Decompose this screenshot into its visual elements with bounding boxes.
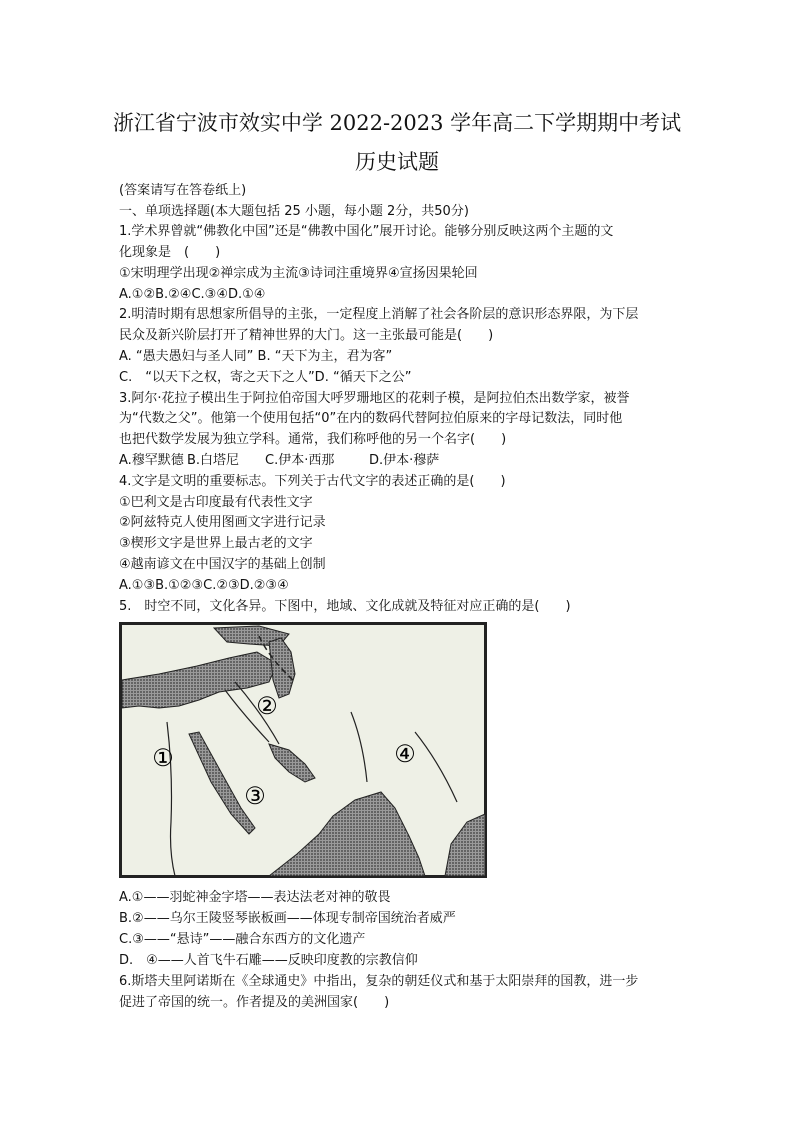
q6-stem-line2: 促进了帝国的统一。作者提及的美洲国家( ) bbox=[119, 995, 390, 1010]
q2-options-cd: C. “以天下之权，寄之天下之人”D. “循天下之公” bbox=[119, 370, 412, 385]
q4-options: A.①③B.①②③C.②③D.②③④ bbox=[119, 578, 289, 593]
q5-map bbox=[119, 622, 487, 878]
exam-title: 浙江省宁波市效实中学 2022-2023 学年高二下学期期中考试 bbox=[112, 111, 682, 135]
q3-option-a: A.穆罕默德 bbox=[119, 453, 184, 468]
exam-subtitle: 历史试题 bbox=[355, 150, 439, 174]
q1-stem-line2: 化现象是 ( ) bbox=[119, 245, 221, 260]
q6-stem-line1: 6.斯塔夫里阿诺斯在《全球通史》中指出，复杂的朝廷仪式和基于太阳崇拜的国教，进一步 bbox=[119, 974, 639, 989]
q2-options-ab: A. “愚夫愚妇与圣人同” B. “天下为主，君为客” bbox=[119, 349, 393, 364]
answer-note: (答案请写在答卷纸上) bbox=[119, 183, 247, 198]
q3-option-c: C.伊本·西那 bbox=[265, 453, 335, 468]
section-heading: 一、单项选择题(本大题包括 25 小题，每小题 2分，共50分) bbox=[119, 204, 469, 219]
q1-stem-line1: 1.学术界曾就“佛教化中国”还是“佛教中国化”展开讨论。能够分别反映这两个主题的文 bbox=[119, 224, 614, 239]
q1-items: ①宋明理学出现②禅宗成为主流③诗词注重境界④宣扬因果轮回 bbox=[119, 266, 478, 281]
q5-stem: 5. 时空不同，文化各异。下图中，地域、文化成就及特征对应正确的是( ) bbox=[119, 599, 571, 614]
q3-option-d: D.伊本·穆萨 bbox=[369, 453, 440, 468]
map-label-3: ③ bbox=[244, 782, 266, 810]
q2-stem-line2: 民众及新兴阶层打开了精神世界的大门。这一主张最可能是( ) bbox=[119, 328, 494, 343]
q4-item-3: ③楔形文字是世界上最古老的文字 bbox=[119, 536, 313, 551]
q5-option-c: C.③——“悬诗”——融合东西方的文化遗产 bbox=[119, 932, 366, 947]
q3-stem-line1: 3.阿尔·花拉子模出生于阿拉伯帝国大呼罗珊地区的花剌子模，是阿拉伯杰出数学家，被誉 bbox=[119, 391, 630, 406]
q4-item-1: ①巴利文是古印度最有代表性文字 bbox=[119, 495, 313, 510]
q3-option-b: B.白塔尼 bbox=[187, 453, 240, 468]
q4-item-4: ④越南谚文在中国汉字的基础上创制 bbox=[119, 557, 326, 572]
q5-option-b: B.②——乌尔王陵竖琴嵌板画——体现专制帝国统治者威严 bbox=[119, 911, 456, 926]
q3-options bbox=[119, 452, 439, 469]
q4-stem: 4.文字是文明的重要标志。下列关于古代文字的表述正确的是( ) bbox=[119, 474, 506, 489]
map-label-4: ④ bbox=[394, 740, 416, 768]
q4-item-2: ②阿兹特克人使用图画文字进行记录 bbox=[119, 515, 326, 530]
q3-stem-line2: 为“代数之父”。他第一个使用包括“0”在内的数码代替阿拉伯原来的字母记数法，同时他 bbox=[119, 411, 623, 426]
map-label-2: ② bbox=[256, 692, 278, 720]
q5-option-d: D. ④——人首飞牛石雕——反映印度教的宗教信仰 bbox=[119, 953, 418, 968]
q5-option-a: A.①——羽蛇神金字塔——表达法老对神的敬畏 bbox=[119, 890, 391, 905]
q2-stem-line1: 2.明清时期有思想家所倡导的主张，一定程度上消解了社会各阶层的意识形态界限，为下层 bbox=[119, 307, 639, 322]
map-label-1: ① bbox=[152, 744, 174, 772]
q3-stem-line3: 也把代数学发展为独立学科。通常，我们称呼他的另一个名字( ) bbox=[119, 432, 507, 447]
q1-options: A.①②B.②④C.③④D.①④ bbox=[119, 287, 266, 302]
